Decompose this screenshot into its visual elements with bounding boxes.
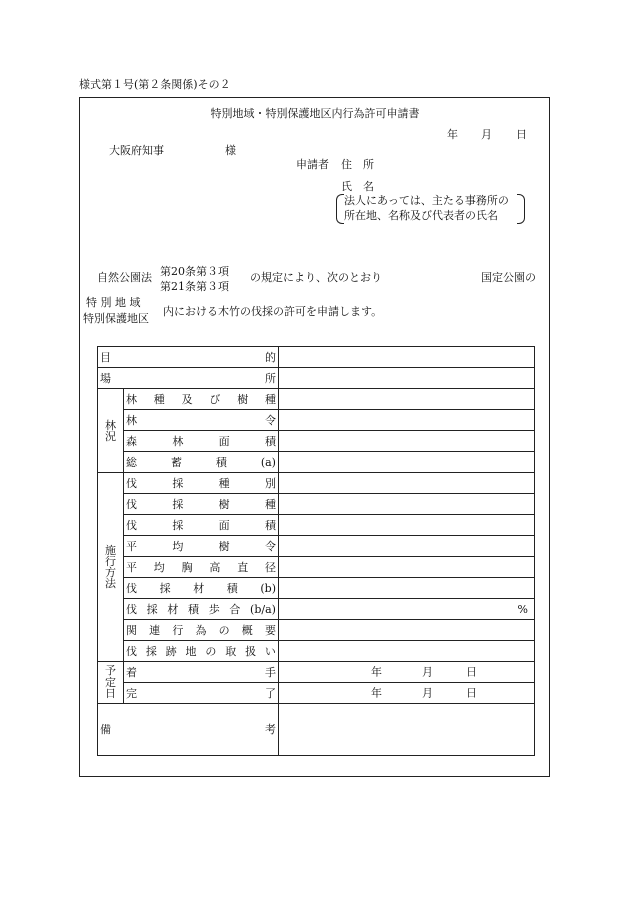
label-start	[124, 662, 279, 683]
label-glyph: 伐	[126, 476, 137, 490]
label-glyph: 林	[126, 392, 137, 406]
row-cut-species	[98, 494, 535, 515]
label-glyph: 概	[241, 623, 253, 637]
label-glyph: 了	[265, 686, 276, 700]
group-method	[98, 473, 124, 662]
label-glyph: 採	[172, 476, 184, 490]
label-glyph: 場	[100, 371, 111, 385]
start-month: 月	[422, 665, 433, 679]
label-glyph: 面	[218, 518, 230, 532]
label-glyph: 径	[264, 560, 276, 574]
label-forest-species	[124, 389, 279, 410]
date-year-label: 年	[447, 128, 458, 141]
label-glyph: 種	[264, 497, 276, 511]
label-glyph: 及	[181, 392, 193, 406]
address-label: 住 所	[341, 158, 374, 171]
label-glyph: び	[209, 392, 221, 406]
row-cut-area	[98, 515, 535, 536]
label-cut-volume	[124, 578, 279, 599]
label-glyph: 方	[105, 566, 116, 579]
label-glyph: 平	[126, 539, 137, 553]
value-purpose[interactable]	[279, 347, 535, 368]
label-glyph: 種	[153, 392, 165, 406]
label-glyph: 採	[145, 644, 157, 658]
value-forest-age[interactable]	[279, 410, 535, 431]
label-glyph: 着	[126, 665, 137, 679]
label-glyph: 施	[105, 544, 116, 557]
law-name: 自然公園法	[97, 271, 152, 284]
label-glyph: 関	[126, 623, 137, 637]
applicant-label: 申請者	[296, 158, 329, 171]
label-glyph: 林	[172, 434, 184, 448]
label-glyph: の	[218, 623, 230, 637]
value-cut-volume[interactable]	[279, 578, 535, 599]
label-glyph: 要	[264, 623, 276, 637]
label-glyph: 取	[225, 644, 237, 658]
row-cut-type	[98, 473, 535, 494]
label-glyph: 令	[265, 413, 276, 427]
label-glyph: 採	[172, 497, 184, 511]
label-glyph: 種	[264, 392, 276, 406]
value-cut-type[interactable]	[279, 473, 535, 494]
form-title: 特別地域・特別保護地区内行為許可申請書	[210, 107, 420, 120]
label-glyph: 扱	[245, 644, 257, 658]
provision-text: の規定により、次のとおり	[250, 271, 382, 284]
value-cut-ratio[interactable]	[279, 599, 535, 620]
label-location	[98, 368, 279, 389]
label-total-stock	[124, 452, 279, 473]
label-glyph: 胸	[181, 560, 193, 574]
value-location[interactable]	[279, 368, 535, 389]
row-start-date	[98, 662, 535, 683]
value-forest-species[interactable]	[279, 389, 535, 410]
request-text: 内における木竹の伐採の許可を申請します。	[163, 305, 383, 318]
start-day: 日	[466, 665, 477, 679]
label-glyph: 況	[105, 429, 116, 443]
label-glyph: 日	[105, 687, 116, 701]
label-cut-type	[124, 473, 279, 494]
label-glyph: 均	[153, 560, 165, 574]
label-forest-area	[124, 431, 279, 452]
value-remarks[interactable]	[279, 704, 535, 756]
label-glyph: 合	[229, 602, 241, 616]
label-glyph: 行	[105, 555, 116, 568]
label-glyph: 高	[209, 560, 221, 574]
label-glyph: 採	[146, 602, 158, 616]
label-glyph: 別	[264, 476, 276, 490]
label-glyph: 備	[100, 723, 111, 736]
value-total-stock[interactable]	[279, 452, 535, 473]
area-special-protection: 特別保護地区	[83, 312, 149, 325]
label-glyph: 均	[172, 539, 184, 553]
label-glyph: 林	[105, 418, 116, 432]
row-end-date	[98, 683, 535, 704]
label-glyph: 令	[264, 539, 276, 553]
label-cut-ratio	[124, 599, 279, 620]
corporate-note-line1: 法人にあっては、主たる事務所の	[344, 194, 509, 207]
date-day-label: 日	[516, 128, 527, 141]
value-end-date[interactable]	[279, 683, 535, 704]
label-glyph: 林	[126, 413, 137, 427]
corporate-note-line2: 所在地、名称及び代表者の氏名	[344, 209, 498, 222]
label-glyph: 手	[265, 665, 276, 679]
label-glyph: 積	[226, 581, 238, 595]
label-cut-area	[124, 515, 279, 536]
label-glyph: 行	[172, 623, 184, 637]
group-schedule	[98, 662, 124, 704]
label-glyph: 跡	[165, 644, 177, 658]
label-glyph: 為	[195, 623, 207, 637]
row-cut-volume	[98, 578, 535, 599]
row-purpose	[98, 347, 535, 368]
label-glyph: 的	[265, 350, 276, 364]
label-glyph: い	[264, 644, 276, 658]
end-year: 年	[371, 686, 382, 700]
article-1: 第20条第３項	[160, 265, 229, 278]
label-glyph: (a)	[260, 455, 276, 469]
label-glyph: 樹	[218, 497, 230, 511]
value-cut-species[interactable]	[279, 494, 535, 515]
addressee-honorific: 様	[225, 144, 236, 157]
label-glyph: 材	[193, 581, 205, 595]
label-glyph: 採	[172, 518, 184, 532]
row-avg-age	[98, 536, 535, 557]
label-glyph: 樹	[237, 392, 249, 406]
label-forest-age	[124, 410, 279, 431]
label-glyph: 種	[218, 476, 230, 490]
row-total-stock	[98, 452, 535, 473]
bracket-right	[517, 194, 525, 224]
percent-sign: %	[517, 602, 528, 616]
row-forest-species	[98, 389, 535, 410]
label-glyph: 伐	[126, 518, 137, 532]
label-glyph: 歩	[208, 602, 220, 616]
row-forest-age	[98, 410, 535, 431]
label-glyph: 直	[237, 560, 249, 574]
label-glyph: 材	[167, 602, 179, 616]
label-glyph: (b/a)	[250, 602, 276, 616]
label-glyph: 伐	[126, 644, 137, 658]
label-glyph: 蓄	[170, 455, 182, 469]
row-remarks	[98, 704, 535, 756]
label-glyph: の	[205, 644, 217, 658]
label-glyph: 予	[105, 664, 116, 678]
label-glyph: 積	[264, 518, 276, 532]
date-month-label: 月	[481, 128, 492, 141]
label-glyph: 定	[105, 675, 116, 689]
end-day: 日	[466, 686, 477, 700]
value-avg-age[interactable]	[279, 536, 535, 557]
label-glyph: 総	[126, 455, 137, 469]
value-cut-area[interactable]	[279, 515, 535, 536]
value-site-treatment[interactable]	[279, 641, 535, 662]
group-forest	[98, 389, 124, 473]
label-glyph: 法	[105, 577, 116, 590]
label-glyph: (b)	[260, 581, 276, 595]
application-table	[97, 346, 535, 756]
value-related-acts[interactable]	[279, 620, 535, 641]
row-site-treatment	[98, 641, 535, 662]
label-cut-species	[124, 494, 279, 515]
form-number: 様式第１号(第２条関係)その２	[79, 78, 231, 91]
label-glyph: 目	[100, 350, 111, 364]
row-avg-diameter	[98, 557, 535, 578]
value-avg-diameter[interactable]	[279, 557, 535, 578]
label-glyph: 伐	[126, 497, 137, 511]
label-site-treatment	[124, 641, 279, 662]
label-glyph: 平	[126, 560, 137, 574]
label-glyph: 地	[185, 644, 197, 658]
label-end	[124, 683, 279, 704]
area-special: 特 別 地 域	[86, 296, 141, 309]
label-purpose	[98, 347, 279, 368]
label-avg-diameter	[124, 557, 279, 578]
start-year: 年	[371, 665, 382, 679]
label-glyph: 積	[188, 602, 200, 616]
value-start-date[interactable]	[279, 662, 535, 683]
row-location	[98, 368, 535, 389]
label-glyph: 伐	[126, 602, 137, 616]
row-forest-area	[98, 431, 535, 452]
label-glyph: 採	[159, 581, 171, 595]
label-glyph: 連	[149, 623, 161, 637]
park-type: 国定公園の	[481, 271, 536, 284]
label-avg-age	[124, 536, 279, 557]
row-cut-ratio	[98, 599, 535, 620]
article-2: 第21条第３項	[160, 280, 229, 293]
addressee-name: 大阪府知事	[109, 144, 164, 157]
label-glyph: 面	[218, 434, 230, 448]
name-label: 氏 名	[341, 180, 374, 193]
label-glyph: 所	[265, 371, 276, 385]
row-related-acts	[98, 620, 535, 641]
value-forest-area[interactable]	[279, 431, 535, 452]
label-related-acts	[124, 620, 279, 641]
label-remarks	[98, 704, 279, 756]
label-glyph: 伐	[126, 581, 137, 595]
label-glyph: 積	[264, 434, 276, 448]
label-glyph: 積	[215, 455, 227, 469]
label-glyph: 完	[126, 686, 137, 700]
end-month: 月	[422, 686, 433, 700]
label-glyph: 樹	[218, 539, 230, 553]
label-glyph: 森	[126, 434, 137, 448]
bracket-left	[336, 194, 344, 224]
label-glyph: 考	[265, 723, 276, 736]
